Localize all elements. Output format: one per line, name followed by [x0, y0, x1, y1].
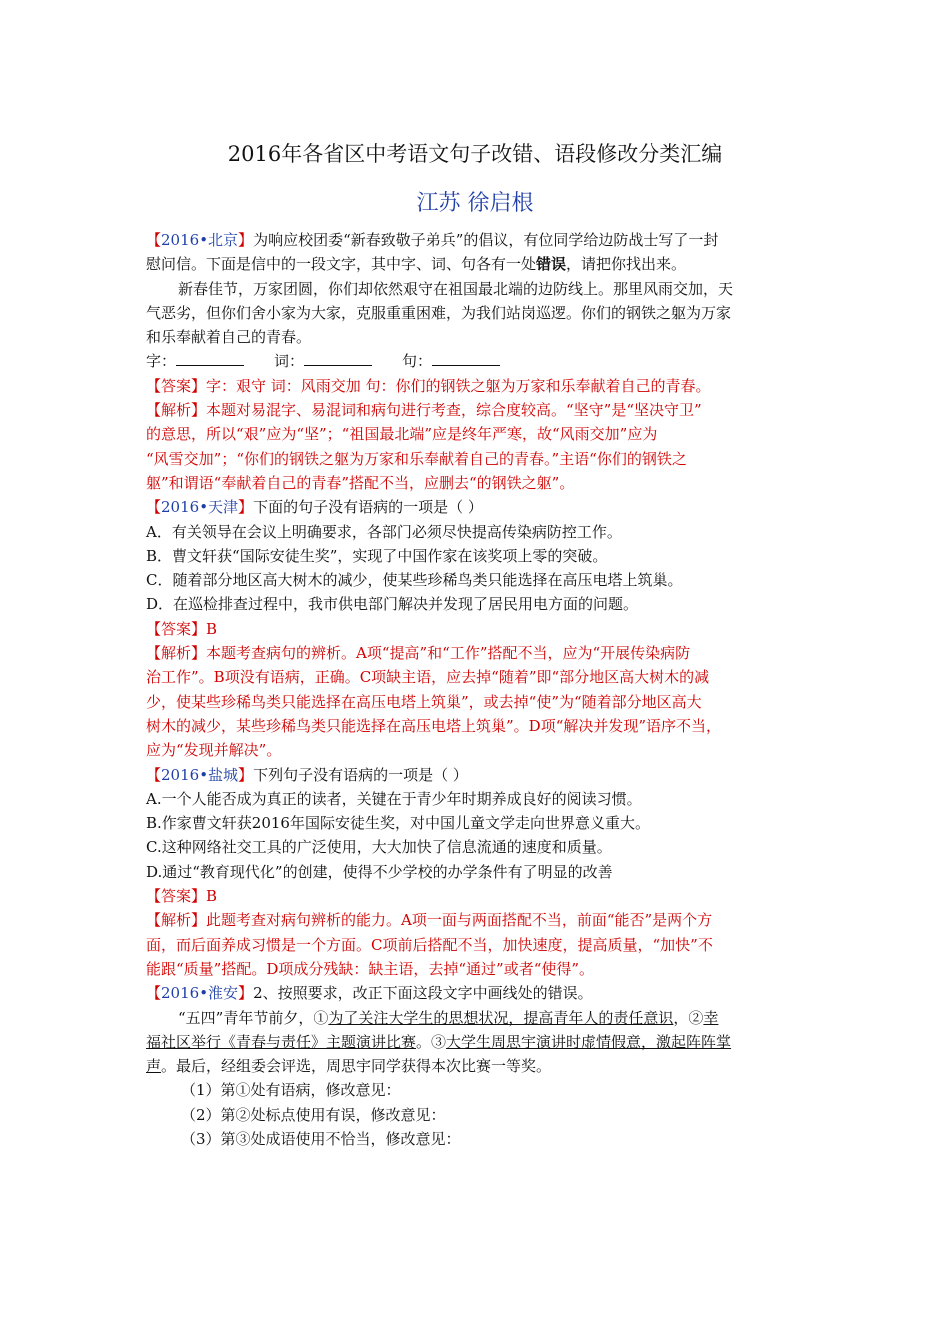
- q1-passage-line-3: 和乐奉献着自己的青春。: [146, 328, 312, 347]
- q1-intro-line-2: 慰问信。下面是信中的一段文字，其中字、词、句各有一处错误，请把你找出来。: [146, 255, 687, 274]
- q3-option-d: D.通过“教育现代化”的创建，使得不少学校的办学条件有了明显的改善: [146, 862, 613, 881]
- q2-option-a: A．有关领导在会议上明确要求，各部门必须尽快提高传染病防控工作。: [146, 522, 622, 541]
- document-author: 江苏 徐启根: [416, 191, 534, 216]
- q4-item-3: （3）第③处成语使用不恰当，修改意见：: [181, 1129, 461, 1148]
- q2-analysis-2: 治工作”。B项没有语病，正确。C项缺主语，应去掉“随着”即“部分地区高大树木的减: [146, 668, 710, 687]
- q2-analysis-1: 【解析】本题考查病句的辨析。A项“提高”和“工作”搭配不当，应为“开展传染病防: [146, 644, 691, 663]
- q4-item-1: （1）第①处有语病，修改意见：: [181, 1081, 401, 1100]
- q2-analysis-3: 少，使某些珍稀鸟类只能选择在高压电塔上筑巢”，或去掉“使”为“随着部分地区高大: [146, 692, 702, 711]
- q2-analysis-4: 树木的减少，某些珍稀鸟类只能选择在高压电塔上筑巢”。D项“解决并发现”语序不当，: [146, 716, 722, 735]
- q4-source-tag: 【2016•淮安】: [146, 984, 254, 1003]
- q4-passage-line-1: “五四”青年节前夕，①为了关注大学生的思想状况，提高青年人的责任意识，②幸: [178, 1008, 719, 1027]
- q3-analysis-1: 【解析】此题考查对病句辨析的能力。A项一面与两面搭配不当，前面“能否”是两个方: [146, 911, 713, 930]
- q1-analysis-3: “风雪交加”；“你们的钢铁之躯为万家和乐奉献着自己的青春。”主语“你们的钢铁之: [146, 449, 687, 468]
- q2-option-c: C．随着部分地区高大树木的减少，使某些珍稀鸟类只能选择在高压电塔上筑巢。: [146, 571, 683, 590]
- q3-option-b: B.作家曹文轩获2016年国际安徒生奖，对中国儿童文学走向世界意义重大。: [146, 814, 650, 833]
- q4-passage-line-2: 福社区举行《青春与责任》主题演讲比赛。③大学生周思宇演讲时虚情假意，激起阵阵掌: [146, 1032, 732, 1051]
- q2-option-b: B．曹文轩获“国际安徒生奖”，实现了中国作家在该奖项上零的突破。: [146, 546, 608, 565]
- q4-passage-line-3: 声。最后，经组委会评选，周思宇同学获得本次比赛一等奖。: [146, 1057, 552, 1076]
- document-body: [146, 228, 816, 1151]
- q1-passage-line-1: 新春佳节，万家团圆，你们却依然艰守在祖国最北端的边防线上。那里风雨交加，天: [178, 279, 734, 298]
- q1-analysis-1: 【解析】本题对易混字、易混词和病句进行考查，综合度较高。“坚守”是“坚决守卫”: [146, 401, 702, 420]
- q3-option-c: C.这种网络社交工具的广泛使用，大大加快了信息流通的速度和质量。: [146, 838, 612, 857]
- q1-intro-line-1: 【2016•北京】为响应校团委“新春致敬子弟兵”的倡议，有位同学给边防战士写了一封: [146, 231, 719, 249]
- q1-answer: 【答案】字：艰守 词：风雨交加 句：你们的钢铁之躯为万家和乐奉献着自己的青春。: [146, 376, 711, 395]
- q2-answer: 【答案】B: [146, 619, 218, 638]
- q1-source-tag: 【2016•北京】: [146, 231, 254, 249]
- blank-ci[interactable]: [304, 350, 372, 366]
- q1-analysis-2: 的意思，所以“艰”应为“坚”；“祖国最北端”应是终年严寒，故“风雨交加”应为: [146, 425, 658, 444]
- q1-analysis-4: 躯”和谓语“奉献着自己的青春”搭配不当，应删去“的钢铁之躯”。: [146, 473, 575, 492]
- blank-zi[interactable]: [176, 350, 244, 366]
- q1-passage-line-2: 气恶劣，但你们舍小家为大家，克服重重困难，为我们站岗巡逻。你们的钢铁之躯为万家: [146, 303, 732, 322]
- q3-option-a: A.一个人能否成为真正的读者，关键在于青少年时期养成良好的阅读习惯。: [146, 789, 642, 808]
- q3-stem: 【2016•盐城】下列句子没有语病的一项是（ ）: [146, 765, 468, 784]
- q3-analysis-3: 能跟“质量”搭配。D项成分残缺：缺主语，去掉“通过”或者“使得”。: [146, 959, 595, 978]
- q4-item-2: （2）第②处标点使用有误，修改意见：: [181, 1105, 446, 1124]
- q4-stem: 【2016•淮安】2、按照要求，改正下面这段文字中画线处的错误。: [146, 984, 593, 1003]
- q1-answer-blanks: 字： 词： 句：: [146, 349, 816, 373]
- q2-analysis-5: 应为“发现并解决”。: [146, 741, 282, 760]
- document-title: 2016年各省区中考语文句子改错、语段修改分类汇编: [227, 142, 723, 166]
- q2-stem: 【2016•天津】下面的句子没有语病的一项是（ ）: [146, 498, 483, 517]
- q2-source-tag: 【2016•天津】: [146, 498, 254, 517]
- blank-ju[interactable]: [432, 350, 500, 366]
- q3-analysis-2: 面，而后面养成习惯是一个方面。C项前后搭配不当，加快速度，提高质量，“加快”不: [146, 935, 713, 954]
- q3-source-tag: 【2016•盐城】: [146, 765, 254, 784]
- q3-answer: 【答案】B: [146, 887, 218, 906]
- q2-option-d: D．在巡检排查过程中，我市供电部门解决并发现了居民用电方面的问题。: [146, 595, 639, 614]
